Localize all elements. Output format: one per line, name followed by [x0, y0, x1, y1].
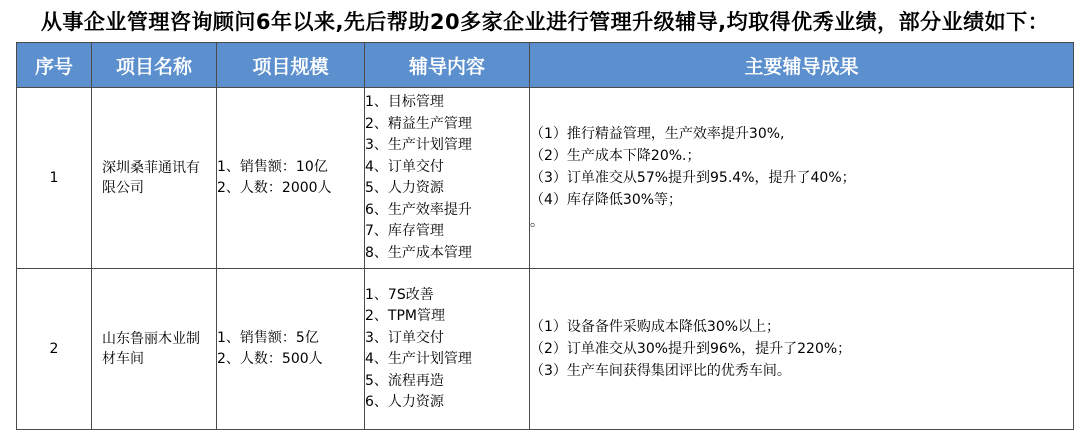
row-index: 1: [17, 88, 92, 269]
row-index: 2: [17, 269, 92, 430]
content-item: 4、订单交付: [365, 158, 444, 175]
project-name: 深圳桑菲通讯有限公司: [92, 88, 217, 269]
result-item: （3）生产车间获得集团评比的优秀车间。: [530, 363, 791, 379]
result-item: （4）库存降低30%等；: [530, 192, 683, 208]
column-header-coaching-content: 辅导内容: [365, 43, 530, 88]
performance-table: [16, 42, 1074, 430]
content-item: 5、人力资源: [365, 180, 444, 196]
column-header-index: 序号: [17, 43, 92, 88]
scale-line: 1、销售额：5亿: [217, 329, 319, 346]
main-results: [530, 269, 1074, 430]
result-item: （2）生产成本下降20%.；: [530, 148, 701, 164]
column-header-main-results: 主要辅导成果: [530, 43, 1074, 88]
result-item: （1）设备备件采购成本降低30%以上；: [530, 319, 781, 335]
column-header-project-name: 项目名称: [92, 43, 217, 88]
coaching-content: [365, 269, 530, 430]
result-item: （2）订单准交从30%提升到96%，提升了220%；: [530, 341, 852, 357]
content-item: 2、精益生产管理: [365, 115, 472, 132]
content-item: 6、人力资源: [365, 394, 444, 410]
content-item: 4、生产计划管理: [365, 351, 472, 367]
scale-line: 1、销售额：10亿: [217, 158, 328, 175]
table-header-row: [17, 43, 1074, 88]
coaching-content: [365, 88, 530, 269]
page-title: 从事企业管理咨询顾问6年以来,先后帮助20多家企业进行管理升级辅导,均取得优秀业绩，部分业绩如下：: [40, 10, 1050, 34]
content-item: 1、7S改善: [365, 286, 434, 303]
content-item: 3、生产计划管理: [365, 137, 472, 153]
scale-line: 2、人数：500人: [217, 351, 323, 367]
result-item: 。: [530, 214, 544, 230]
project-scale: [217, 88, 365, 269]
content-item: 7、库存管理: [365, 223, 444, 239]
content-item: 2、TPM管理: [365, 308, 445, 324]
table-row: [17, 269, 1074, 430]
project-name: 山东鲁丽木业制材车间: [92, 269, 217, 430]
content-item: 3、订单交付: [365, 329, 444, 346]
main-results: [530, 88, 1074, 269]
project-scale: [217, 269, 365, 430]
content-item: 1、目标管理: [365, 94, 444, 110]
content-item: 6、生产效率提升: [365, 201, 472, 218]
column-header-project-scale: 项目规模: [217, 43, 365, 88]
table-row: [17, 88, 1074, 269]
content-item: 8、生产成本管理: [365, 244, 472, 261]
scale-line: 2、人数：2000人: [217, 180, 332, 196]
result-item: （3）订单准交从57%提升到95.4%，提升了40%；: [530, 170, 856, 186]
result-item: （1）推行精益管理，生产效率提升30%,: [530, 126, 785, 142]
content-item: 5、流程再造: [365, 372, 444, 389]
